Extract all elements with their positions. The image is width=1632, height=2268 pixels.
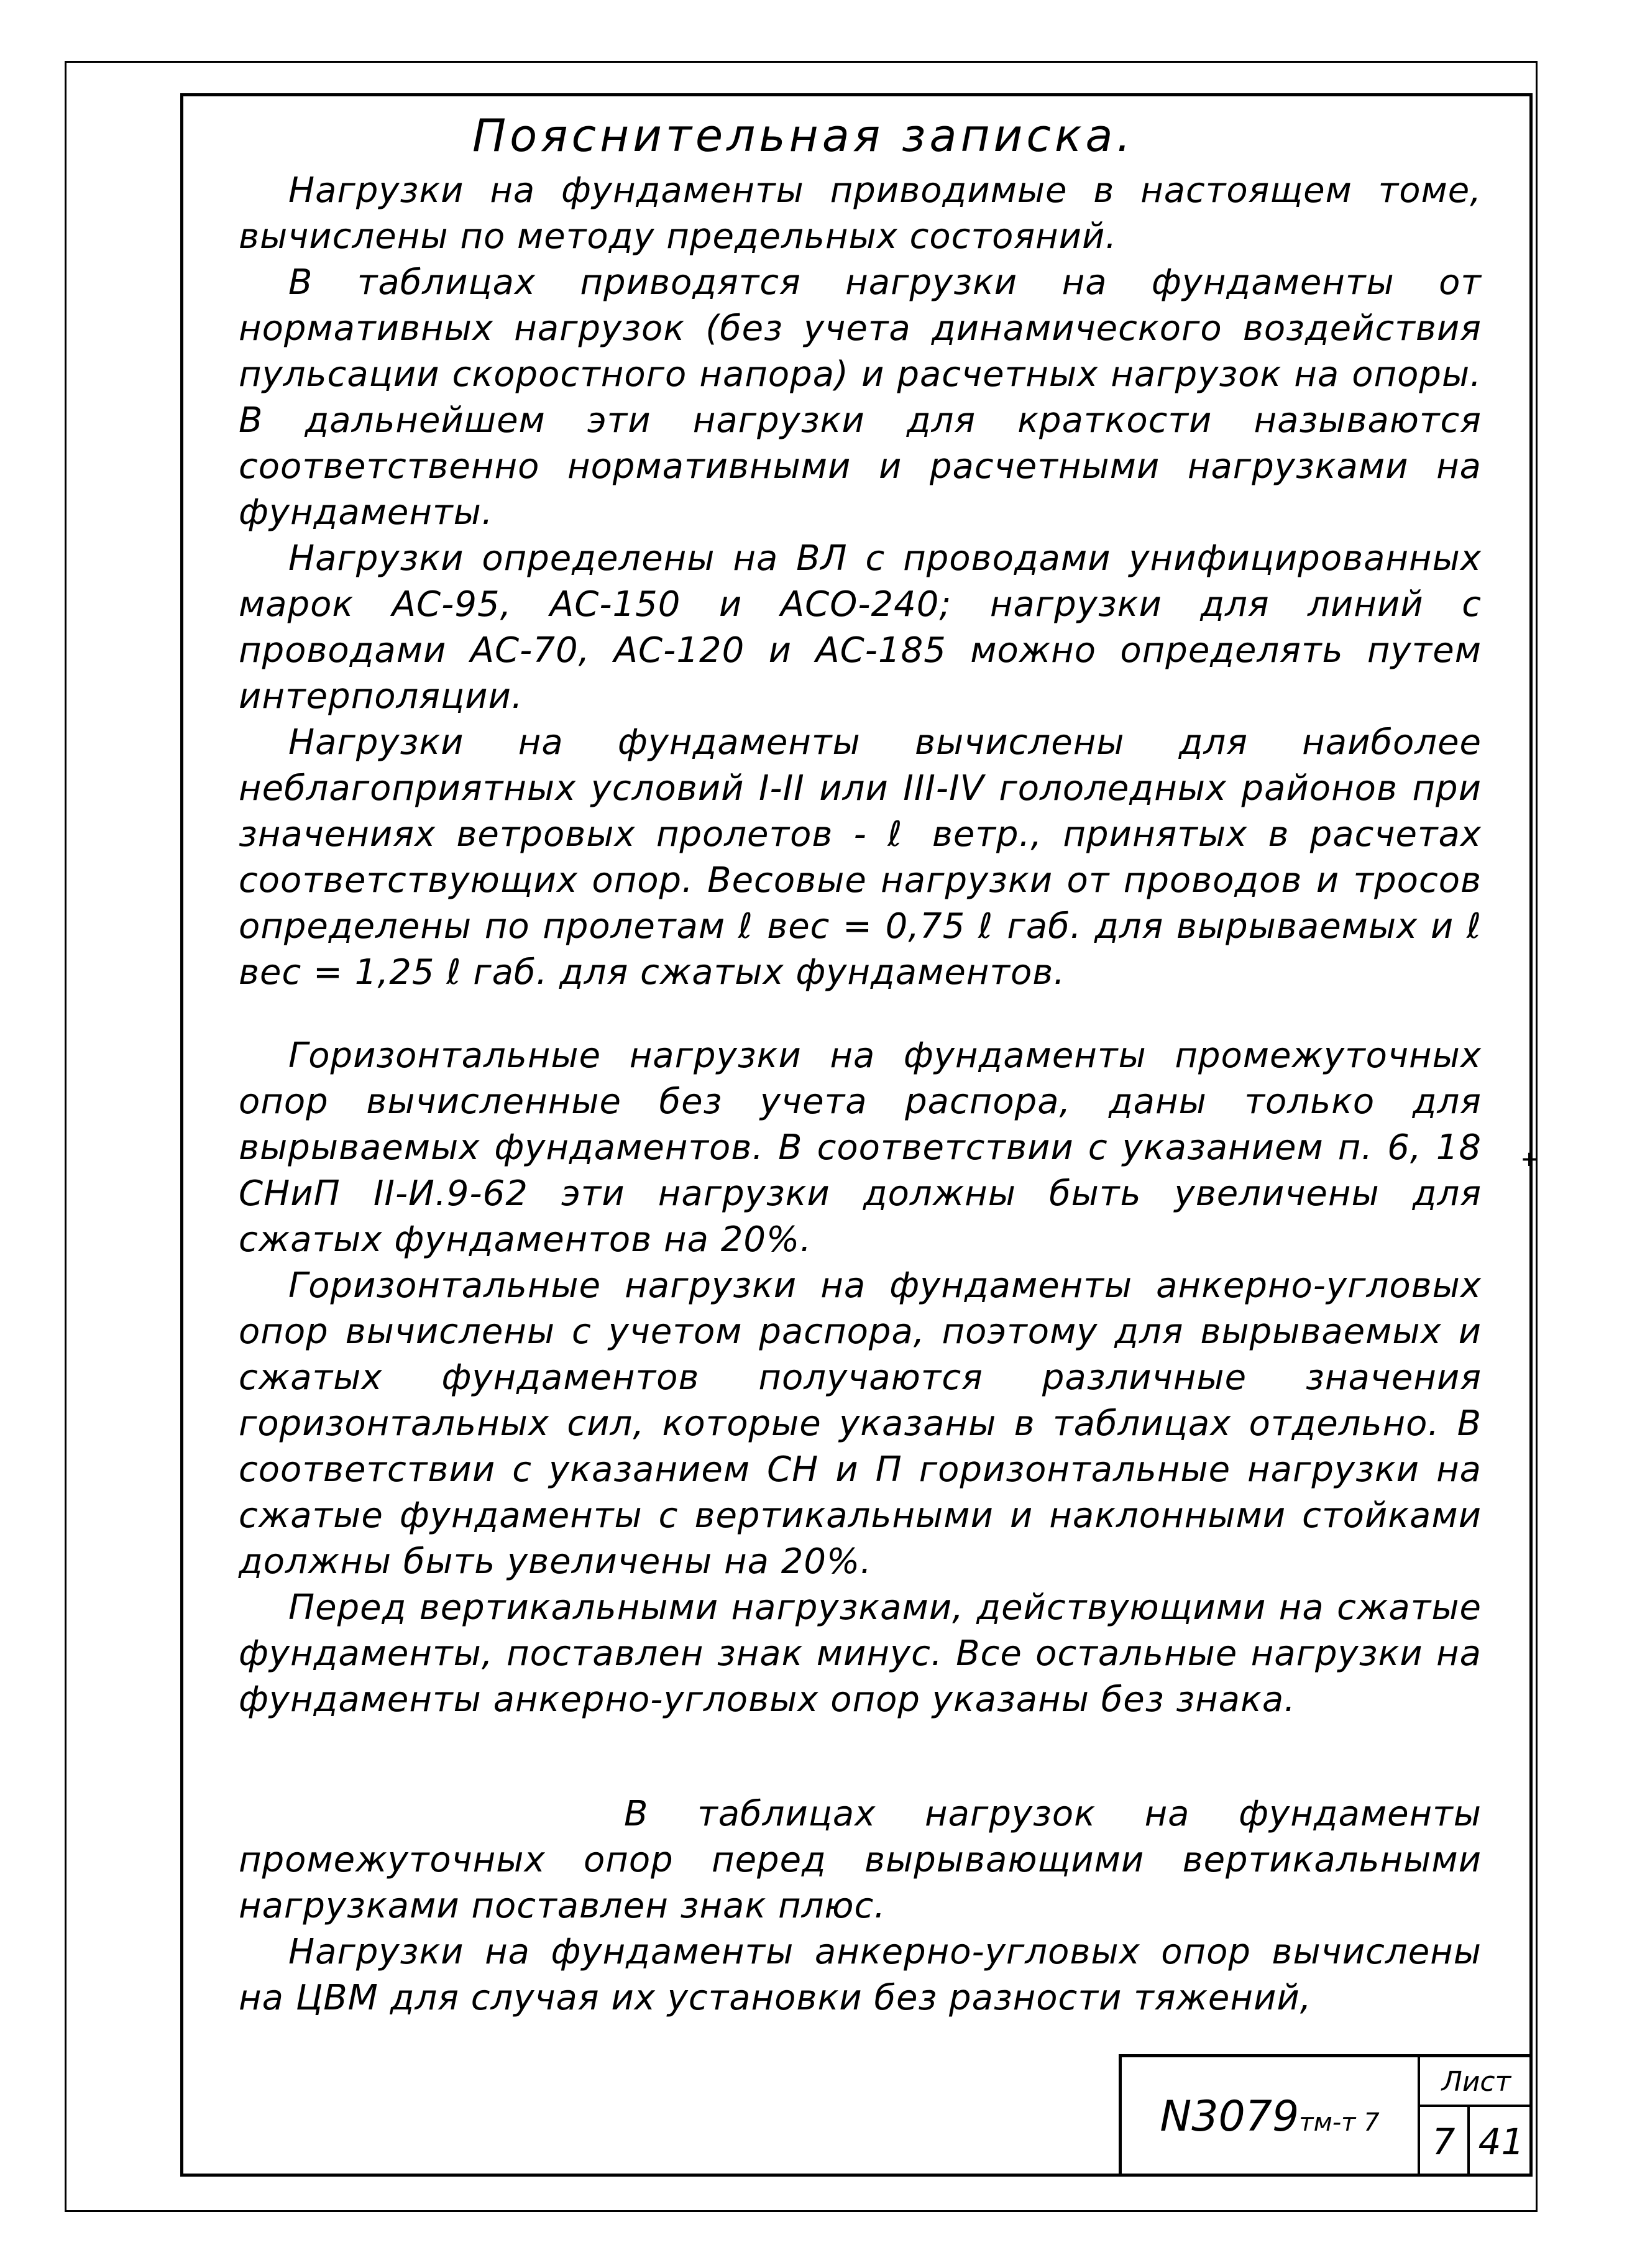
paragraph-9: Нагрузки на фундаменты анкерно-угловых опор вычислены на ЦВМ для случая их установки без разности тяжений, [239, 1932, 1482, 2018]
sheet-total: 41 [1478, 2121, 1524, 2163]
explanatory-note-body [239, 168, 1482, 2021]
doc-number: N3079 [1160, 2092, 1300, 2141]
paragraph-1: Нагрузки на фундаменты приводимые в настоящем томе, вычислены по методу предельных состояний. [239, 170, 1482, 257]
document-number [1122, 2057, 1420, 2177]
paragraph-7: Перед вертикальными нагрузками, действующими на сжатые фундаменты, поставлен знак минус. Все остальные нагрузки на фундаменты анкерно-угловых опор указаны без знака. [239, 1587, 1482, 1720]
title-block [1119, 2054, 1533, 2177]
binding-mark: + [1520, 1147, 1539, 1172]
doc-suffix: тм-т 7 [1299, 2108, 1380, 2137]
paragraph-3: Нагрузки определены на ВЛ с проводами унифицированных марок АС-95, АС-150 и АСО-240; нагрузки для линий с проводами АС-70, АС-120 и АС-185 можно определять путем интерполяции. [239, 538, 1482, 717]
paragraph-6: Горизонтальные нагрузки на фундаменты анкерно-угловых опор вычислены с учетом распора, поэтому для вырываемых и сжатых фундаментов получаются различные значения горизонтальных сил, которые указаны в таблицах отдельно. В соответствии с указанием СН и П горизонтальные нагрузки на сжатые фундаменты с вертикальными и наклонными стойками должны быть увеличены на 20%. [239, 1265, 1482, 1582]
bottom-rule [65, 2210, 1538, 2212]
paragraph-8: В таблицах нагрузок на фундаменты промежуточных опор перед вырывающими вертикальными нагрузками поставлен знак плюс. [239, 1794, 1482, 1926]
paragraph-5: Горизонтальные нагрузки на фундаменты промежуточных опор вычисленные без учета распора, даны только для вырываемых фундаментов. В соответствии с указанием п. 6, 18 СНиП II-И.9-62 эти нагрузки должны быть увеличены для сжатых фундаментов на 20%. [239, 1035, 1482, 1260]
paragraph-2: В таблицах приводятся нагрузки на фундаменты от нормативных нагрузок (без учета динамического воздействия пульсации скоростного напора) и расчетных нагрузок на опоры. В дальнейшем эти нагрузки для краткости называются соответственно нормативными и расчетными нагрузками на фундаменты. [239, 262, 1482, 533]
sheet-label: Лист [1420, 2057, 1533, 2107]
page-title: Пояснительная записка. [472, 109, 1135, 162]
paragraph-4: Нагрузки на фундаменты вычислены для наиболее неблагоприятных условий I-II или III-IV гололедных районов при значениях ветровых пролетов - ℓ ветр., принятых в расчетах соответствующих опор. Весовые нагрузки от проводов и тросов определены по пролетам ℓ вес = 0,75 ℓ габ. для вырываемых и ℓ вес = 1,25 ℓ габ. для сжатых фундаментов. [239, 722, 1482, 993]
sheet-number: 7 [1420, 2107, 1470, 2177]
